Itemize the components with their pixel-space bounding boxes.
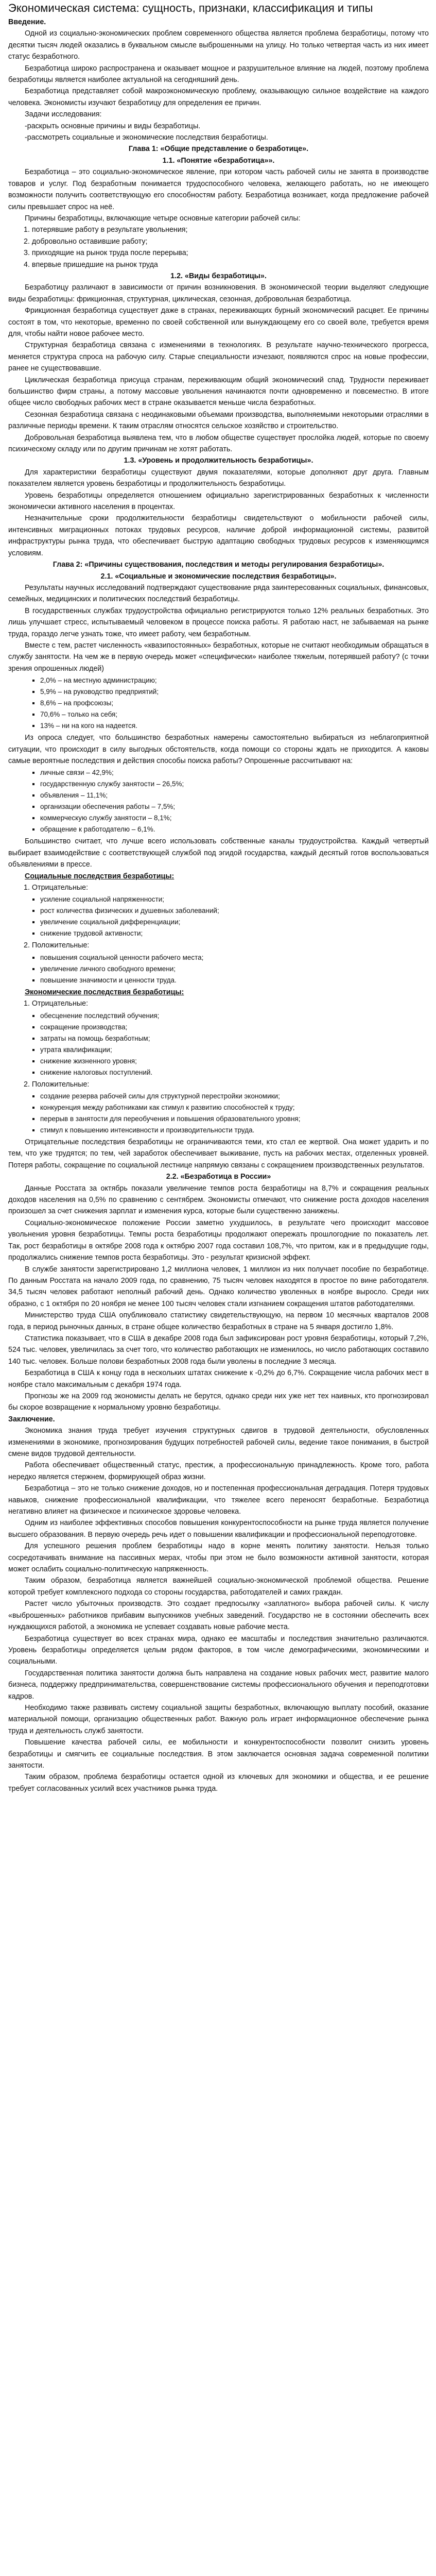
paragraph: Безработица – это социально-экономическое явление, при котором часть рабочей силы не занята в производстве товаров и услуг. Под безработным понимается трудоспособного человека, желающего работать, но не имеющего возможности получить соответствующую его способностям работу. Безработица возникает, когда предложение рабочей силы превышает спрос на неё. <box>8 168 429 211</box>
document-body <box>8 16 429 1794</box>
paragraph: Циклическая безработица присуща странам, переживающим общий экономический спад. Трудности переживает большинство фирм страны, а потому массовые увольнения начинаются почти одновременно и повсеместно. В итоге общее число свободных рабочих мест в стране оказывается меньше числа безработных. <box>8 376 429 408</box>
bullet-list <box>8 1011 429 1078</box>
paragraph: Повышение качества рабочей силы, ее мобильности и конкурентоспособности позволит снизить уровень безработицы и смягчить ее социальные последствия. В этом заключается основная задача современной политики занятости. <box>8 1738 429 1770</box>
bullet-list-item: ▪ снижение налоговых поступлений. <box>40 1067 429 1078</box>
bullet-list-item: ▪ 8,6% – на профсоюзы; <box>40 698 429 708</box>
bullet-list-item: ▪ увеличение личного свободного времени; <box>40 964 429 974</box>
paragraph: Прогнозы же на 2009 год экономисты делать не берутся, однако среди них уже нет тех наивных, кто прогнозировал бы скорое возвращение к нормальному уровню безработицы. <box>8 1392 429 1412</box>
bullet-list-item: ▪ 13% – ни на кого на надеется. <box>40 721 429 731</box>
bullet-list-item: ▪ 5,9% – на руководство предприятий; <box>40 687 429 697</box>
paragraph: В государственных службах трудоустройства официально регистрируются только 12% реальных безработных. Это лишь улучшает стресс, испытываемый человеком в процессе поиска работы. Я работаю наст, не забываемая на рынке труда, гораздо легче узнать тоже, что имеет работу, чем безработным. <box>8 606 429 638</box>
subsection-heading: 1.2. «Виды безработицы». <box>170 272 267 280</box>
bullet-list <box>8 894 429 939</box>
bullet-list-item: ▪ усиление социальной напряженности; <box>40 894 429 905</box>
bullet-list-item: ▪ стимул к повышению интенсивности и производительности труда. <box>40 1125 429 1136</box>
paragraph: Безработица в США к концу года в нескольких штатах снижение к -0,2% до 6,7%. Сокращение числа рабочих мест в ноябре стало максимальным с декабря 1974 года. <box>8 1369 429 1389</box>
numbered-list-item: 1. Отрицательные: <box>24 999 89 1008</box>
section-heading: Введение. <box>8 18 46 26</box>
paragraph: Добровольная безработица выявлена тем, что в любом обществе существует прослойка людей, которые по своему психическому складу или по другим причинам не хотят работать. <box>8 433 429 454</box>
bullet-list-item: ▪ сокращение производства; <box>40 1022 429 1032</box>
paragraph: -раскрыть основные причины и виды безработицы. <box>25 122 201 130</box>
paragraph: Таким образом, проблема безработицы остается одной из ключевых для экономики и общества, и ее решение требует согласованных усилий всех участников рынка труда. <box>8 1773 429 1793</box>
numbered-list <box>8 1079 429 1090</box>
paragraph: В службе занятости зарегистрировано 1,2 миллиона человек, 1 миллион из них получает пособие по безработице. По данным Росстата на начало 2009 года, по сравнению, 75 тысяч человек находятся в простое по вине работодателя. 34,5 тысяч человек работают неполный рабочий день. Однако количество уволенных в ноябре выросло. Среди них образно, с 1 октября по 20 ноября не менее 100 тысяч человек стали изгнанием сокращения штатов работодателями. <box>8 1265 429 1308</box>
paragraph: Необходимо также развивать систему социальной защиты безработных, включающую выплату пособий, оказание материальной помощи, организацию общественных работ. Важную роль играет информационное обеспечение рынка труда и деятельность служб занятости. <box>8 1703 429 1735</box>
document-title: Экономическая система: сущность, признаки, классификация и типы <box>8 2 373 14</box>
numbered-list <box>8 882 429 893</box>
subsection-heading: 1.1. «Понятие «безработица»». <box>162 156 275 165</box>
bullet-list-item: ▪ рост количества физических и душевных заболеваний; <box>40 906 429 916</box>
bullet-list-item: ▪ объявления – 11,1%; <box>40 790 429 801</box>
numbered-list <box>8 998 429 1009</box>
bullet-list <box>8 768 429 835</box>
numbered-list <box>8 224 429 270</box>
paragraph: Государственная политика занятости должна быть направлена на создание новых рабочих мест, развитие малого бизнеса, поддержку предпринимательства, совершенствование системы профессионального обучения и переподготовки кадров. <box>8 1669 429 1701</box>
bullet-list-item: ▪ затраты на помощь безработным; <box>40 1033 429 1044</box>
paragraph: Таким образом, безработица является важнейшей социально-экономической проблемой общества. Решение которой требует комплексного подхода со стороны государства, работодателей и самих граждан. <box>8 1577 429 1597</box>
numbered-list-item: 2. Положительные: <box>24 941 90 950</box>
paragraph: Растет число убыточных производств. Это создает предпосылку «заплатного» выбора рабочей силы. К числу «выброшенных» работников прибавим выпускников учебных заведений. Государство не в состоянии обеспечить всех нуждающихся работой, а экономика не успевает создавать новые рабочие места. <box>8 1600 429 1632</box>
paragraph: Безработица – это не только снижение доходов, но и постепенная профессиональная деградация. Потеря трудовых навыков, снижение профессиональной квалификации, что тяжелее всего переносят безработные. Безработица негативно влияет на физическое и психическое здоровье человека. <box>8 1484 429 1516</box>
bullet-list-item: ▪ 2,0% – на местную администрацию; <box>40 675 429 686</box>
paragraph: Статистика показывает, что в США в декабре 2008 года был зафиксирован рост уровня безработицы, который 7,2%, 524 тыс. человек, увеличилась за счет того, что количество работающих не изменилось, но число работающих составило 140 тыс. человек. Больше полови безработных 2008 года были уволены в последние 3 месяца. <box>8 1334 429 1366</box>
chapter-heading: Глава 2: «Причины существования, последствия и методы регулирования безработицы». <box>53 561 385 569</box>
bullet-list-item: ▪ утрата квалификации; <box>40 1045 429 1055</box>
numbered-list <box>8 940 429 951</box>
paragraph: Сезонная безработица связана с неодинаковыми объемами производства, выполняемыми некоторыми отраслями в различные периоды времени. К таким отраслям относятся сельское хозяйство и строительство. <box>8 410 429 431</box>
paragraph: -рассмотреть социальные и экономические последствия безработицы. <box>25 133 268 142</box>
paragraph: Для успешного решения проблем безработицы надо в корне менять политику занятости. Нельзя только сосредотачивать внимание на пассивных мерах, чтобы при этом не было возможности активной занятости, которая может ослабить социально-политическую напряженность. <box>8 1542 429 1574</box>
bullet-list-item: ▪ организации обеспечения работы – 7,5%; <box>40 802 429 812</box>
paragraph: Большинство считает, что лучше всего использовать собственные каналы трудоустройства. Каждый четвертый выбирает взаимодействие с соответствующей службой под эгидой государства, каждый десятый готов воспользоваться объявлениями в прессе. <box>8 837 429 869</box>
bullet-list-item: ▪ перерыв в занятости для переобучения и повышения образовательного уровня; <box>40 1114 429 1124</box>
paragraph: Вместе с тем, растет численность «квазипостоянных» безработных, которые не считают необходимым обращаться в службу занятости. На чем же в первую очередь может «специфически» наиболее тяжелым, потерявшей работу? (с точки зрения опрошенных людей) <box>8 641 429 673</box>
paragraph: Безработица широко распространена и оказывает мощное и разрушительное влияние на людей, поэтому проблема безработицы является наиболее актуальной на сегодняшний день. <box>8 64 429 84</box>
bullet-list <box>8 953 429 986</box>
numbered-list-item: 1. Отрицательные: <box>24 884 89 892</box>
numbered-list-item: 2. добровольно оставившие работу; <box>24 237 148 246</box>
bullet-list-item: ▪ 70,6% – только на себя; <box>40 709 429 720</box>
bullet-list <box>8 1091 429 1136</box>
list-heading: Социальные последствия безработицы: <box>25 872 175 880</box>
bullet-list-item: ▪ обращение к работодателю – 6,1%. <box>40 824 429 835</box>
bullet-list-item: ▪ государственную службу занятости – 26,5%; <box>40 779 429 789</box>
paragraph: Безработицу различают в зависимости от причин возникновения. В экономической теории выделяют следующие виды безработицы: фрикционная, структурная, циклическая, сезонная, добровольная безработица. <box>8 283 429 303</box>
paragraph: Экономика знания труда требует изучения структурных сдвигов в трудовой деятельности, обусловленных изменениями в экономике, прогнозирования будущих потребностей рабочей силы, ведение такое понимания, в быстрой смене видов трудовой деятельности. <box>8 1427 429 1458</box>
paragraph: Социально-экономическое положение России заметно ухудшилось, в результате чего происходит массовое увольнения уровня безработицы. Темпы роста безработицы продолжают опережать прошлогодние по показатель лет. Так, рост безработицы в октябре 2008 года к октябрю 2007 года составил 108,7%, что притом, как и в предыдущие годы, продолжались снижение темпов роста безработицы. Это - результат кризисной эффект. <box>8 1218 429 1262</box>
paragraph: Фрикционная безработица существует даже в странах, переживающих бурный экономический расцвет. Ее причины состоят в том, что некоторые, временно по своей собственной или вынуждающему его со своей воле, требуется время для, чтобы найти новое рабочее место. <box>8 307 429 338</box>
section-heading: Заключение. <box>8 1415 55 1423</box>
paragraph: Данные Росстата за октябрь показали увеличение темпов роста безработицы на 8,7% и сокращения реальных доходов населения на 0,5% по сравнению с сентябрем. Экономисты отмечают, что снижение роста доходов населения произошел за счет снижения зарплат и изменения курса, которые были существенно занижены. <box>8 1184 429 1216</box>
paragraph: Уровень безработицы определяется отношением официально зарегистрированных безработных к численности экономически активного населения в процентах. <box>8 491 429 512</box>
paragraph: Безработица представляет собой макроэкономическую проблему, оказывающую сильное воздействие на каждого человека. Экономисты изучают безработицу для определения ее причин. <box>8 87 429 107</box>
paragraph: Безработица существует во всех странах мира, однако ее масштабы и последствия значительно различаются. Уровень безработицы определяется целым рядом факторов, в том числе демографическими, экономическими и социальными. <box>8 1634 429 1666</box>
chapter-heading: Глава 1: «Общие представление о безработице». <box>128 145 309 154</box>
paragraph: Министерство труда США опубликовало статистику свидетельствующую, на первом 10 месячных кварталов 2008 года, в период рыночных данных, в стране общее количество безработных в стране на 5 января достигло 1,8%. <box>8 1311 429 1331</box>
paragraph: Незначительные сроки продолжительности безработицы свидетельствуют о мобильности рабочей силы, интенсивных миграционных потоках трудовых ресурсов, наличие доброй информационной системы, развитой инфраструктуры рынка труда, что обеспечивает быструю адаптацию свободных трудовых ресурсов к изменяющимся условиям. <box>8 514 429 557</box>
bullet-list-item: ▪ создание резерва рабочей силы для структурной перестройки экономики; <box>40 1091 429 1101</box>
paragraph: Результаты научных исследований подтверждают существование ряда заинтересованных социальных, финансовых, семейных, медицинских и политических последствий безработицы. <box>8 583 429 604</box>
bullet-list-item: ▪ снижение трудовой активности; <box>40 928 429 939</box>
numbered-list-item: 1. потерявшие работу в результате увольнения; <box>24 226 188 234</box>
paragraph: Одним из наиболее эффективных способов повышения конкурентоспособности на рынке труда является получение высшего образования. В первую очередь речь идет о повышении квалификации и профессиональной переподготовке. <box>8 1519 429 1539</box>
bullet-list-item: ▪ снижение жизненного уровня; <box>40 1056 429 1066</box>
bullet-list-item: ▪ повышение значимости и ценности труда. <box>40 975 429 986</box>
numbered-list-item: 2. Положительные: <box>24 1080 90 1089</box>
bullet-list-item: ▪ увеличение социальной дифференциации; <box>40 917 429 927</box>
paragraph: Причины безработицы, включающие четыре основные категории рабочей силы: <box>25 214 301 223</box>
bullet-list-item: ▪ обесценение последствий обучения; <box>40 1011 429 1021</box>
paragraph: Одной из социально-экономических проблем современного общества является проблема безработицы, потому что десятки тысяч людей оказались в буквальном смысле выброшенными на улицу. Но только четвертая часть из них имеет статус безработного. <box>8 29 429 61</box>
paragraph: Структурная безработица связана с изменениями в технологиях. В результате научно-технического прогресса, меняется структура спроса на рабочую силу. Старые специальности изчезают, появляются спрос на новые профессии, ранее не существовавшие. <box>8 341 429 373</box>
bullet-list <box>8 675 429 731</box>
bullet-list-item: ▪ коммерческую службу занятости – 8,1%; <box>40 813 429 823</box>
paragraph: Из опроса следует, что большинство безработных намерены самостоятельно выбираться из неблагоприятной ситуации, что происходит в силу выгодных обстоятельств, когда помощи со стороны ждать не приходится. А каковы самые вероятные последствия и действия способы поиска работы? Опрошенные рассчитывают на: <box>8 734 429 765</box>
numbered-list-item: 3. приходящие на рынок труда после перерыва; <box>24 249 188 258</box>
bullet-list-item: ▪ повышения социальной ценности рабочего места; <box>40 953 429 963</box>
list-heading: Экономические последствия безработицы: <box>25 988 184 996</box>
paragraph: Для характеристики безработицы существуют двумя показателями, которые дополняют друг друга. Главным показателем является уровень безработицы и продолжительность безработицы. <box>8 468 429 488</box>
paragraph: Задачи исследования: <box>25 110 102 119</box>
paragraph: Отрицательные последствия безработицы не ограничиваются теми, кто стал ее жертвой. Она может ударить и по тем, что уже трудятся; по тем, чей заработок обеспечивает выживание, пусть на рабочих местах, отделенных уровней. Потеря работы, сокращение по социальной лестнице напрямую связаны с сокращением производственных результатов. <box>8 1138 429 1170</box>
subsection-heading: 1.3. «Уровень и продолжительность безработицы». <box>124 456 313 465</box>
numbered-list-item: 4. впервые пришедшие на рынок труда <box>24 260 158 269</box>
subsection-heading: 2.2. «Безработица в России» <box>166 1173 271 1181</box>
bullet-list-item: ▪ конкуренция между работниками как стимул к развитию способностей к труду; <box>40 1103 429 1113</box>
subsection-heading: 2.1. «Социальные и экономические последствия безработицы». <box>100 572 337 581</box>
paragraph: Работа обеспечивает общественный статус, престиж, а профессиональную принадлежность. Кроме того, работа нередко является стержнем, формирующей образ жизни. <box>8 1461 429 1481</box>
bullet-list-item: ▪ личные связи – 42,9%; <box>40 768 429 778</box>
